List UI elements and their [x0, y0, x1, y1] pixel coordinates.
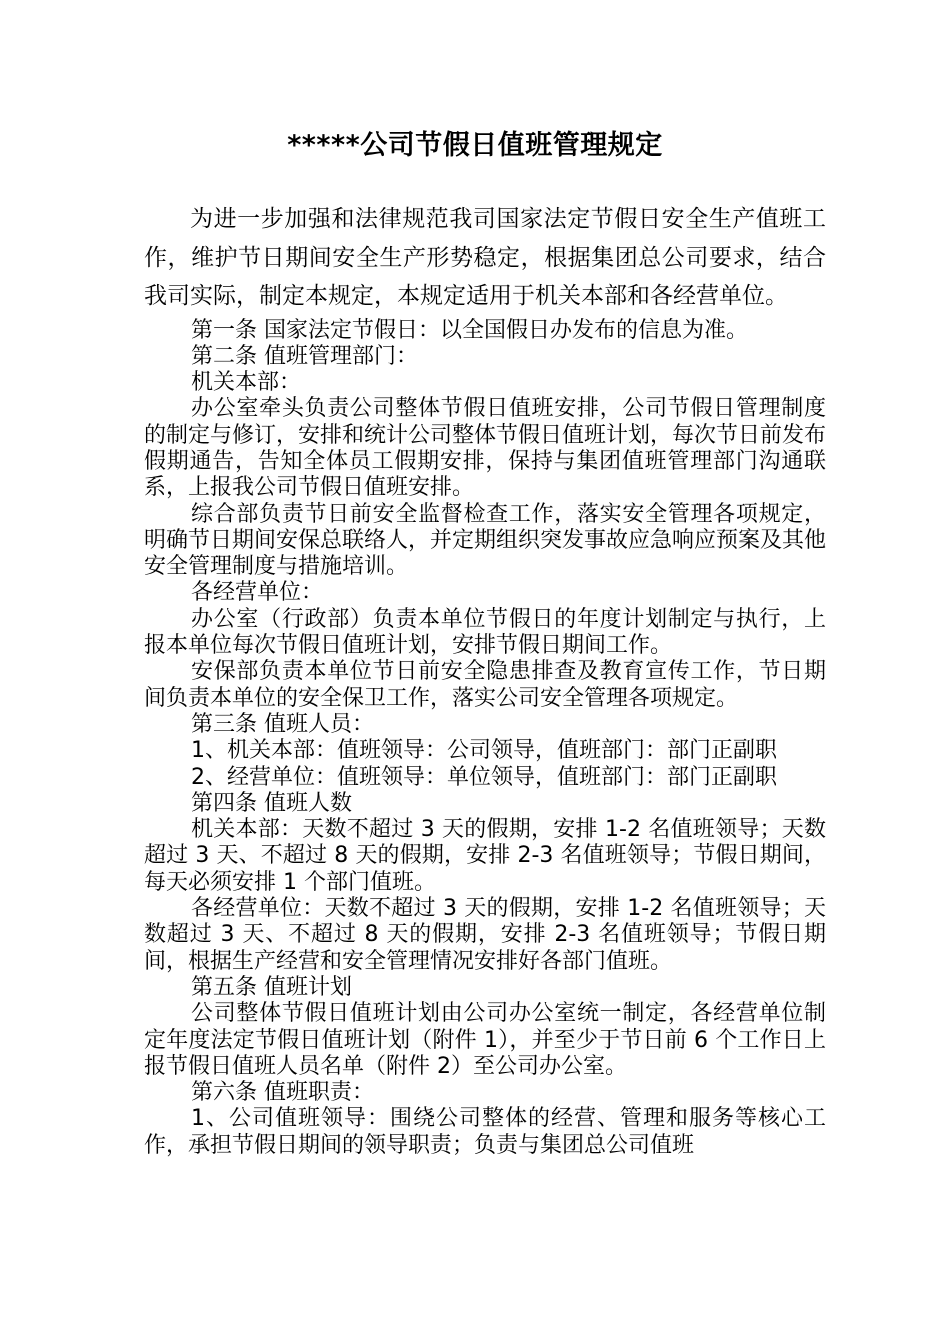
paragraph-unit-office-duties: 办公室（行政部）负责本单位节假日的年度计划制定与执行，上报本单位每次节假日值班计划，安排节假日期间工作。 [144, 606, 826, 659]
article-5-heading: 第五条 值班计划 [191, 974, 352, 1000]
section-operating-units-heading: 各经营单位： [191, 580, 324, 606]
paragraph-headquarters-staffing: 机关本部：天数不超过 3 天的假期，安排 1-2 名值班领导；天数超过 3 天、不超过 8 天的假期，安排 2-3 名值班领导；节假日期间，每天必须安排 1 个部门值班。 [144, 817, 826, 895]
article-3-heading: 第三条 值班人员： [191, 711, 374, 737]
paragraph-security-dept-duties: 安保部负责本单位节日前安全隐患排查及教育宣传工作，节日期间负责本单位的安全保卫工作，落实公司安全管理各项规定。 [144, 659, 826, 711]
article-1: 第一条 国家法定节假日：以全国假日办发布的信息为准。 [191, 317, 748, 343]
section-headquarters-heading: 机关本部： [191, 370, 302, 396]
paragraph-general-dept-duties: 综合部负责节日前安全监督检查工作，落实安全管理各项规定，明确节日期间安保总联络人，并定期组织突发事故应急响应预案及其他安全管理制度与措施培训。 [144, 501, 827, 580]
paragraph-duty-plan: 公司整体节假日值班计划由公司办公室统一制定，各经营单位制定年度法定节假日值班计划（附件 1），并至少于节日前 6 个工作日上报节假日值班人员名单（附件 2）至公司办公室。 [144, 1001, 826, 1079]
article-2-heading: 第二条 值班管理部门： [191, 343, 418, 369]
document-title: *****公司节假日值班管理规定 [287, 130, 663, 161]
article-6-heading: 第六条 值班职责： [191, 1080, 374, 1106]
list-item: 1、机关本部：值班领导：公司领导，值班部门：部门正副职 [191, 738, 777, 764]
document-body [144, 200, 826, 1159]
intro-paragraph: 为进一步加强和法律规范我司国家法定节假日安全生产值班工作，维护节日期间安全生产形势稳定，根据集团总公司要求，结合我司实际，制定本规定，本规定适用于机关本部和各经营单位。 [144, 206, 826, 309]
list-item: 2、经营单位：值班领导：单位领导，值班部门：部门正副职 [191, 764, 777, 790]
paragraph-units-staffing: 各经营单位：天数不超过 3 天的假期，安排 1-2 名值班领导；天数超过 3 天、不超过 8 天的假期，安排 2-3 名值班领导；节假日期间，根据生产经营和安全管理情况安排好各部门值班。 [144, 896, 826, 974]
list-item: 1、公司值班领导：围绕公司整体的经营、管理和服务等核心工作，承担节假日期间的领导职责；负责与集团总公司值班 [144, 1106, 826, 1158]
article-4-heading: 第四条 值班人数 [191, 790, 352, 816]
paragraph-office-duties: 办公室牵头负责公司整体节假日值班安排，公司节假日管理制度的制定与修订，安排和统计公司整体节假日值班计划，每次节日前发布假期通告，告知全体员工假期安排，保持与集团值班管理部门沟通联系，上报我公司节假日值班安排。 [144, 396, 827, 501]
